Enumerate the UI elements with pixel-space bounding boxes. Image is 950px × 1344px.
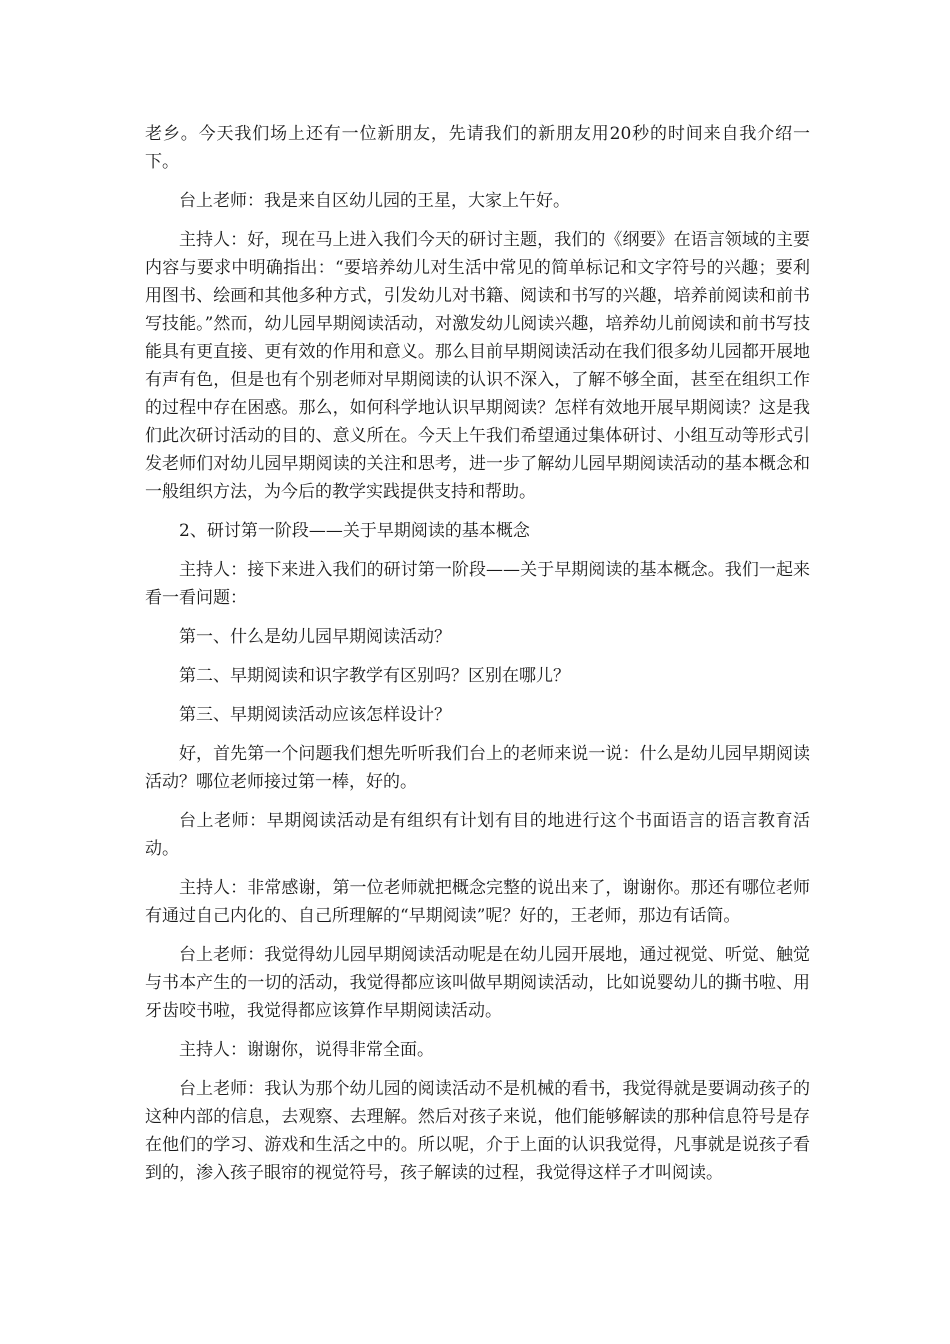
- paragraph-host-thanks-one: 主持人：非常感谢，第一位老师就把概念完整的说出来了，谢谢你。那还有哪位老师有通过自己内化的、自己所理解的“早期阅读”呢？好的，王老师，那边有话筒。: [145, 878, 810, 926]
- section-heading-stage-one: 2、研讨第一阶段——关于早期阅读的基本概念: [179, 521, 530, 541]
- document-page: [145, 120, 810, 1198]
- paragraph-host-topic: 主持人：好，现在马上进入我们今天的研讨主题，我们的《纲要》在语言领域的主要内容与要求中明确指出：“要培养幼儿对生活中常见的简单标记和文字符号的兴趣；要利用图书、绘画和其他多种方式，引发幼儿对书籍、阅读和书写的兴趣，培养前阅读和前书写技能。”然而，幼儿园早期阅读活动，对激发幼儿阅读兴趣，培养幼儿前阅读和前书写技能具有更直接、更有效的作用和意义。那么目前早期阅读活动在我们很多幼儿园都开展地有声有色，但是也有个别老师对早期阅读的认识不深入，了解不够全面，甚至在组织工作的过程中存在困惑。那么，如何科学地认识早期阅读？怎样有效地开展早期阅读？这是我们此次研讨活动的目的、意义所在。今天上午我们希望通过集体研讨、小组互动等形式引发老师们对幼儿园早期阅读的关注和思考，进一步了解幼儿园早期阅读活动的基本概念和一般组织方法，为今后的教学实践提供支持和帮助。: [145, 230, 810, 502]
- paragraph-teacher-answer-one: 台上老师：早期阅读活动是有组织有计划有目的地进行这个书面语言的语言教育活动。: [145, 811, 810, 859]
- paragraph-teacher-self-intro: 台上老师：我是来自区幼儿园的王星，大家上午好。: [179, 191, 570, 211]
- question-three: 第三、早期阅读活动应该怎样设计？: [179, 705, 451, 725]
- paragraph-teacher-answer-three: 台上老师：我认为那个幼儿园的阅读活动不是机械的看书，我觉得就是要调动孩子的这种内部的信息，去观察、去理解。然后对孩子来说，他们能够解读的那种信息符号是存在他们的学习、游戏和生活之中的。所以呢，介于上面的认识我觉得，凡事就是说孩子看到的，渗入孩子眼帘的视觉符号，孩子解读的过程，我觉得这样子才叫阅读。: [145, 1079, 810, 1183]
- paragraph-host-thanks-two: 主持人：谢谢你，说得非常全面。: [179, 1040, 434, 1060]
- paragraph-host-stage-one: 主持人：接下来进入我们的研讨第一阶段——关于早期阅读的基本概念。我们一起来看一看问题：: [145, 560, 810, 608]
- paragraph-intro-continuation: 老乡。今天我们场上还有一位新朋友，先请我们的新朋友用20秒的时间来自我介绍一下。: [145, 124, 810, 172]
- question-two: 第二、早期阅读和识字教学有区别吗？区别在哪儿？: [179, 666, 570, 686]
- paragraph-host-first-question: 好，首先第一个问题我们想先听听我们台上的老师来说一说：什么是幼儿园早期阅读活动？哪位老师接过第一棒，好的。: [145, 744, 810, 792]
- paragraph-teacher-answer-two: 台上老师：我觉得幼儿园早期阅读活动呢是在幼儿园开展地，通过视觉、听觉、触觉与书本产生的一切的活动，我觉得都应该叫做早期阅读活动，比如说婴幼儿的撕书啦、用牙齿咬书啦，我觉得都应该算作早期阅读活动。: [145, 945, 810, 1021]
- question-one: 第一、什么是幼儿园早期阅读活动？: [179, 627, 451, 647]
